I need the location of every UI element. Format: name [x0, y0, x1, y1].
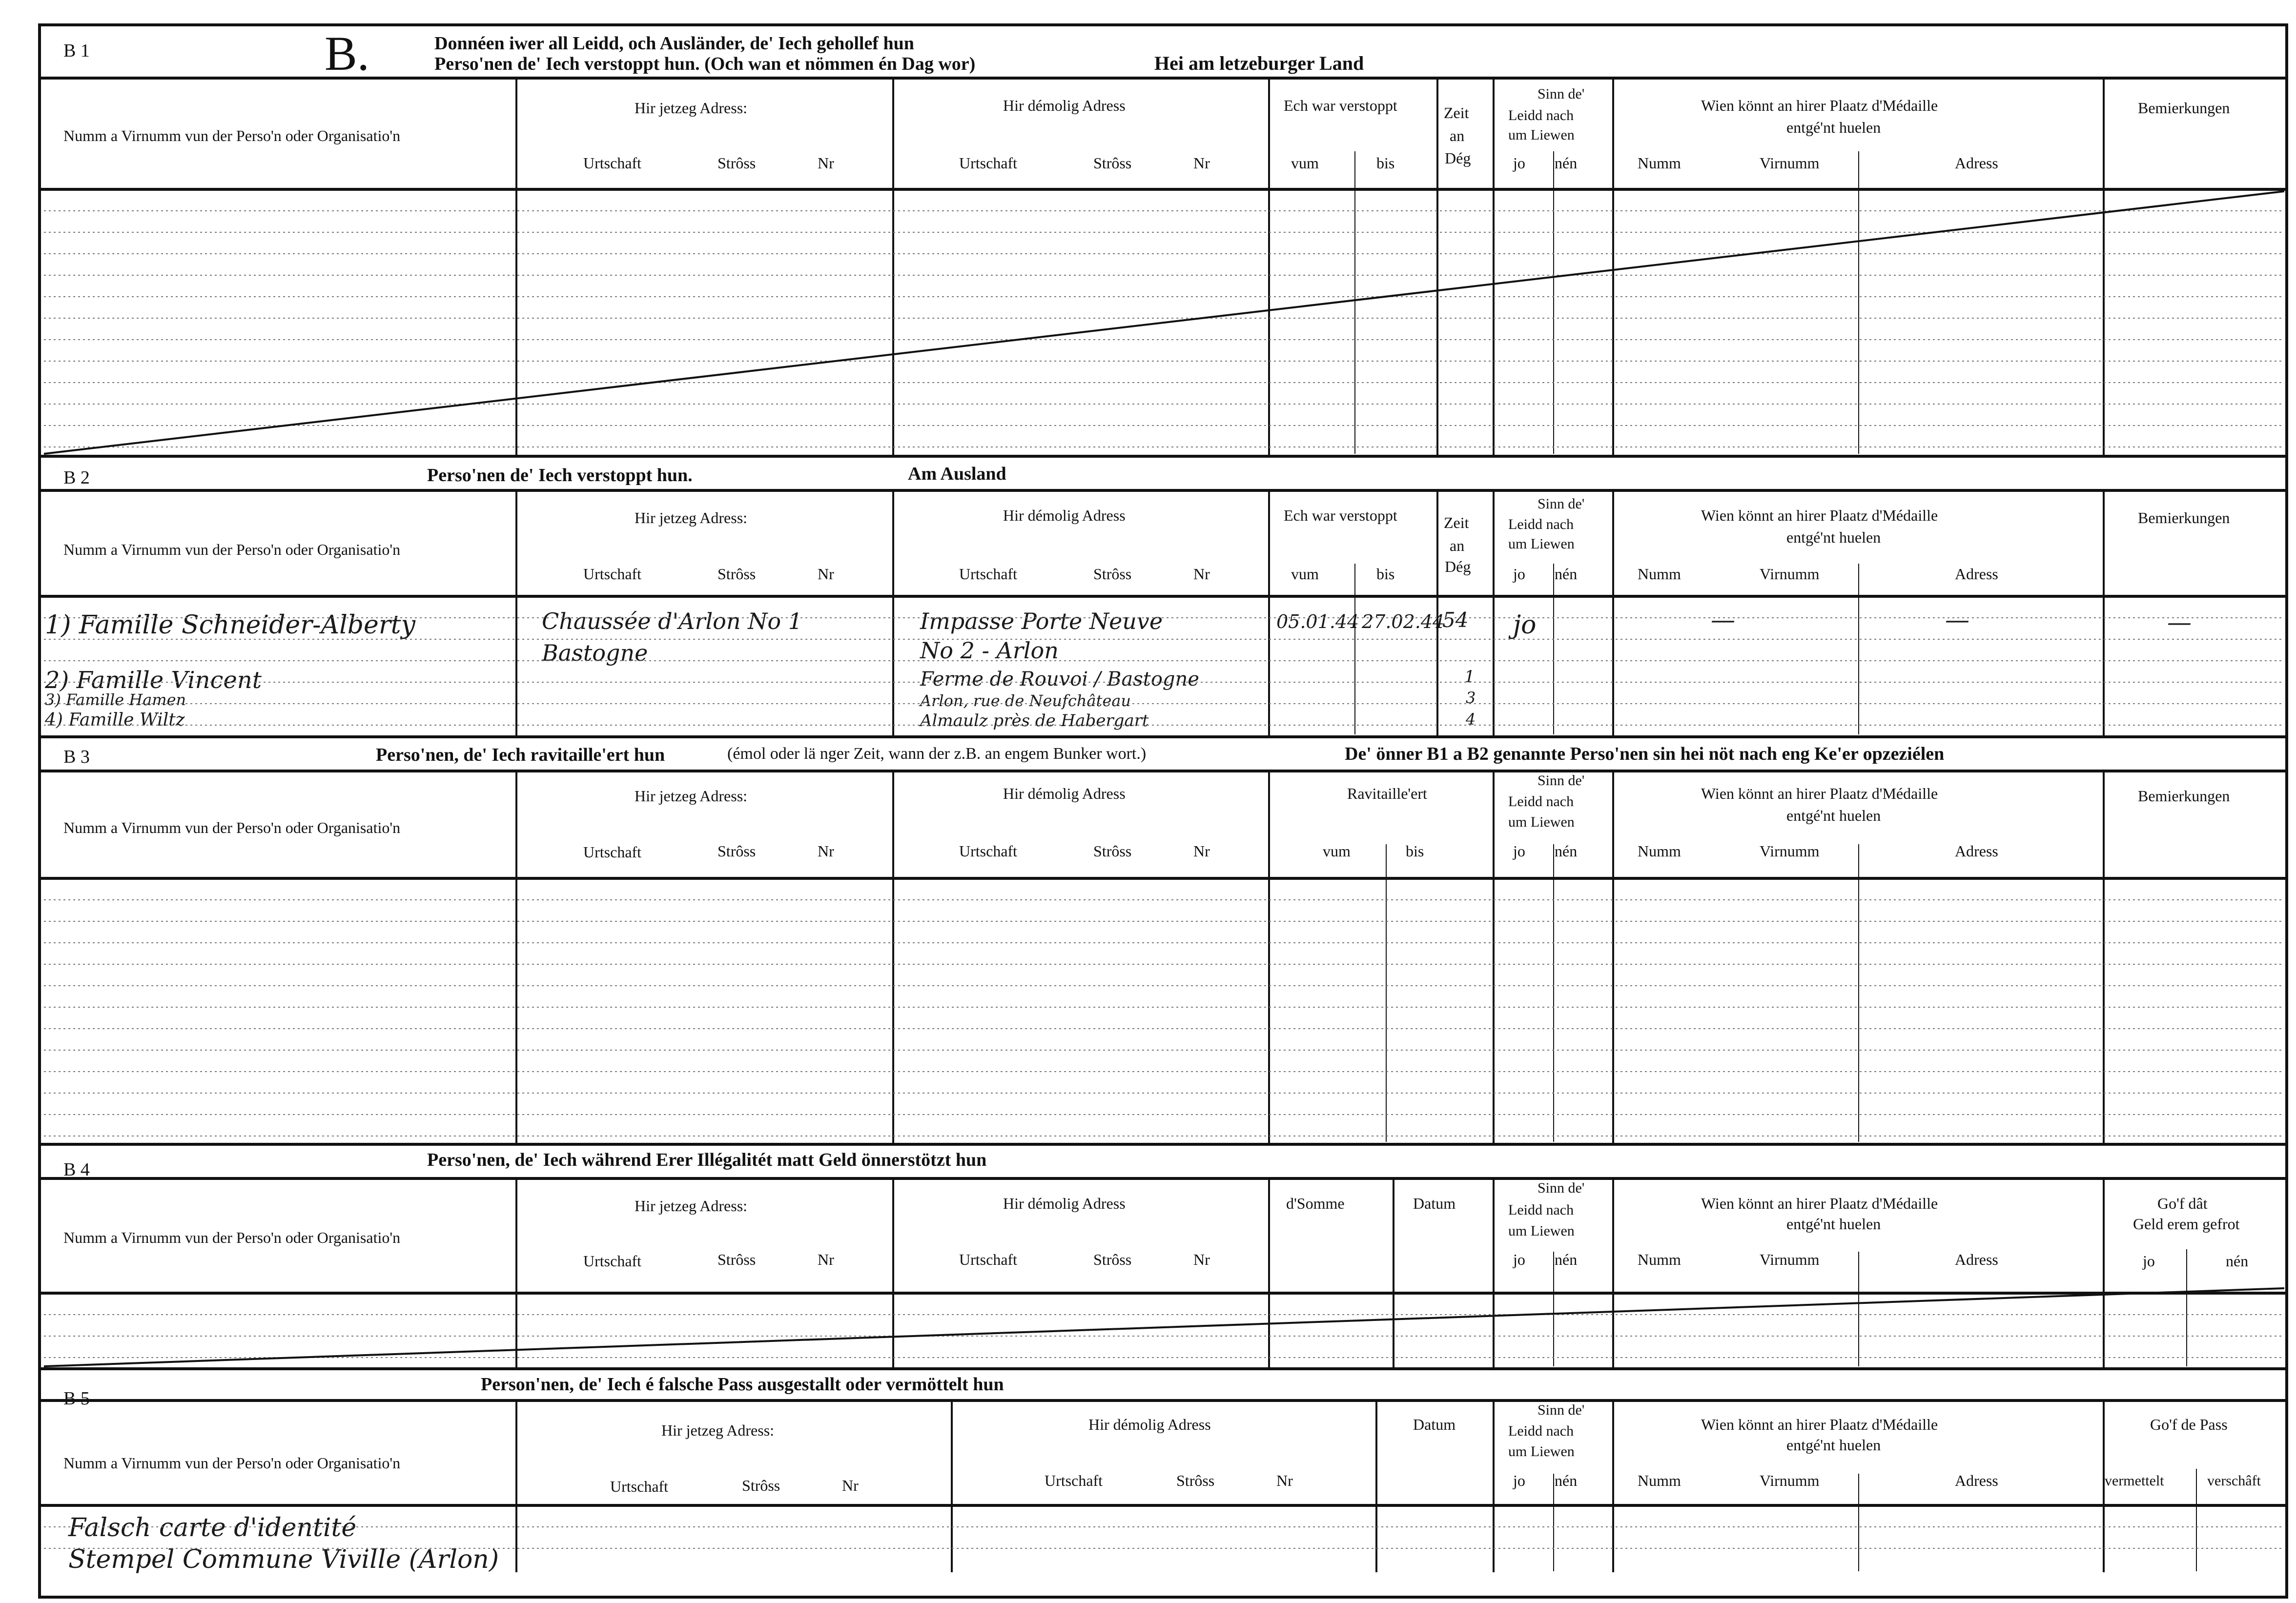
b2-from: vum — [1291, 565, 1319, 583]
b1-sinn-2: Leidd nach — [1508, 107, 1574, 123]
b4-strike-line — [44, 1288, 2284, 1366]
b2-entry-name: 1) Famille Schneider-Alberty — [45, 610, 415, 640]
b2-medal-1: Wien könnt an hirer Plaatz d'Médaille — [1701, 507, 1938, 524]
b4-date-header: Datum — [1413, 1195, 1456, 1212]
b1-jo: jo — [1513, 154, 1525, 172]
b5-numm: Numm — [1638, 1472, 1681, 1489]
b4-numm: Numm — [1638, 1251, 1681, 1268]
b5-date-header: Datum — [1413, 1416, 1456, 1433]
b1-current-address-header: Hir jetzeg Adress: — [635, 99, 748, 117]
b2-entry-former: Impasse Porte Neuve — [920, 608, 1163, 634]
b3-former-street: Strôss — [1093, 842, 1132, 860]
b3-current-address-header: Hir jetzeg Adress: — [635, 787, 748, 805]
b1-medal-2: entgé'nt huelen — [1786, 119, 1881, 136]
b4-town: Urtschaft — [583, 1252, 642, 1270]
b5-forged: verschâft — [2207, 1473, 2261, 1489]
b2-to: bis — [1376, 565, 1395, 583]
b3-jo: jo — [1513, 842, 1525, 860]
b2-jo: jo — [1513, 565, 1525, 583]
b3-numm: Numm — [1638, 842, 1681, 860]
b2-entry-current-2: Bastogne — [542, 640, 648, 666]
b2-days-3: Dég — [1445, 558, 1471, 575]
b2-entry-to: 27.02.44 — [1362, 611, 1445, 632]
b5-title: Person'nen, de' Iech é falsche Pass ausgestallt oder vermöttelt hun — [481, 1374, 1004, 1395]
b1-numm: Numm — [1638, 154, 1681, 172]
b3-name-header: Numm a Virnumm vun der Perso'n oder Organisatio'n — [63, 819, 401, 836]
b4-former-address-header: Hir démolig Adress — [1003, 1195, 1126, 1212]
b5-town: Urtschaft — [610, 1478, 669, 1495]
b1-title-line1: Donnéen iwer all Leidd, och Ausländer, de' Iech gehollef hun — [434, 33, 914, 54]
b5-virnumm: Virnumm — [1760, 1472, 1820, 1489]
b2-sinn-3: um Liewen — [1508, 536, 1575, 552]
b3-sinn-1: Sinn de' — [1538, 772, 1585, 789]
b1-days-2: an — [1450, 127, 1465, 144]
b4-sinn-3: um Liewen — [1508, 1223, 1575, 1239]
b4-former-street: Strôss — [1093, 1251, 1132, 1268]
b1-sinn-1: Sinn de' — [1538, 86, 1585, 102]
b3-nen: nén — [1555, 842, 1578, 860]
b1-medal-1: Wien könnt an hirer Plaatz d'Médaille — [1701, 97, 1938, 114]
b3-medal-2: entgé'nt huelen — [1786, 807, 1881, 824]
b2-former-address-header: Hir démolig Adress — [1003, 507, 1126, 524]
b5-sinn-1: Sinn de' — [1538, 1402, 1585, 1418]
b5-nen: nén — [1555, 1472, 1578, 1489]
b2-entry-3-former: Arlon, rue de Neufchâteau — [920, 691, 1131, 710]
b3-former-address-header: Hir démolig Adress — [1003, 785, 1126, 802]
b2-entry-3-name: 3) Famille Hamen — [45, 690, 186, 709]
b2-town: Urtschaft — [583, 565, 642, 583]
b1-virnumm: Virnumm — [1760, 154, 1820, 172]
b5-former-town: Urtschaft — [1045, 1472, 1103, 1489]
b4-virnumm: Virnumm — [1760, 1251, 1820, 1268]
b5-medal-2: entgé'nt huelen — [1786, 1436, 1881, 1454]
b4-former-town: Urtschaft — [959, 1251, 1018, 1268]
b3-title: Perso'nen, de' Iech ravitaille'ert hun — [376, 745, 665, 765]
b3-supplied-header: Ravitaille'ert — [1347, 785, 1427, 802]
b4-sinn-2: Leidd nach — [1508, 1202, 1574, 1218]
b4-sinn-1: Sinn de' — [1538, 1180, 1585, 1196]
b4-former-nr: Nr — [1193, 1251, 1210, 1268]
b2-entry-4-name: 4) Famille Wiltz — [45, 710, 185, 730]
b5-sinn-2: Leidd nach — [1508, 1423, 1574, 1439]
b4-current-address-header: Hir jetzeg Adress: — [635, 1197, 748, 1215]
b3-from: vum — [1323, 842, 1351, 860]
b4-nr: Nr — [818, 1251, 834, 1268]
b3-title-2: De' önner B1 a B2 genannte Perso'nen sin hei nöt nach eng Ke'er opzeziélen — [1345, 744, 1945, 764]
b2-entry-alive: jo — [1513, 610, 1537, 640]
b3-adress: Adress — [1955, 842, 1998, 860]
b3-nr: Nr — [818, 842, 834, 860]
b5-pass-header: Go'f de Pass — [2150, 1416, 2228, 1433]
b2-former-town: Urtschaft — [959, 565, 1018, 583]
b5-former-nr: Nr — [1276, 1472, 1293, 1489]
b2-former-nr: Nr — [1193, 565, 1210, 583]
b2-numm: Numm — [1638, 565, 1681, 583]
b4-title: Perso'nen, de' Iech während Erer Illégalitét matt Geld önnerstötzt hun — [427, 1150, 987, 1170]
b3-medal-1: Wien könnt an hirer Plaatz d'Médaille — [1701, 785, 1938, 802]
b5-mediated: vermettelt — [2105, 1473, 2164, 1489]
b5-name-header: Numm a Virnumm vun der Perso'n oder Organisatio'n — [63, 1454, 401, 1472]
b5-entry-1: Falsch carte d'identité — [68, 1513, 357, 1542]
b2-days-1: Zeit — [1444, 514, 1469, 531]
b2-entry-medal-name: — — [1711, 606, 1735, 634]
b2-entry-days: 54 — [1442, 608, 1469, 632]
b1-days-3: Dég — [1445, 149, 1471, 167]
form-letter: B. — [325, 26, 369, 81]
b2-entry-from: 05.01.44 — [1276, 611, 1359, 632]
b5-entry-2: Stempel Commune Viville (Arlon) — [68, 1545, 499, 1574]
b4-medal-2: entgé'nt huelen — [1786, 1215, 1881, 1233]
b3-sinn-3: um Liewen — [1508, 814, 1575, 830]
b1-former-street: Strôss — [1093, 154, 1132, 172]
b1-name-header: Numm a Virnumm vun der Perso'n oder Organisatio'n — [63, 127, 401, 144]
b2-entry-current: Chaussée d'Arlon No 1 — [542, 608, 802, 634]
b2-entry-2-name: 2) Famille Vincent — [45, 667, 262, 694]
b1-street: Strôss — [718, 154, 756, 172]
b1-remarks: Bemierkungen — [2138, 99, 2230, 117]
b4-jo: jo — [1513, 1251, 1525, 1268]
b2-sinn-2: Leidd nach — [1508, 516, 1574, 532]
b5-current-address-header: Hir jetzeg Adress: — [661, 1421, 775, 1439]
b4-adress: Adress — [1955, 1251, 1998, 1268]
b1-former-address-header: Hir démolig Adress — [1003, 97, 1126, 114]
b2-street: Strôss — [718, 565, 756, 583]
b3-town: Urtschaft — [583, 843, 642, 861]
b3-to: bis — [1406, 842, 1424, 860]
b2-entry-medal-address: — — [1945, 606, 1969, 634]
b4-money-1: Go'f dât — [2157, 1195, 2208, 1212]
b2-former-street: Strôss — [1093, 565, 1132, 583]
b1-title-line3: Hei am letzeburger Land — [1154, 52, 1364, 74]
b4-name-header: Numm a Virnumm vun der Perso'n oder Organisatio'n — [63, 1229, 401, 1246]
b2-entry-former-2: No 2 - Arlon — [920, 637, 1059, 664]
b1-code: B 1 — [63, 41, 90, 61]
b2-days-2: an — [1450, 537, 1465, 554]
b1-former-nr: Nr — [1193, 154, 1210, 172]
b2-adress: Adress — [1955, 565, 1998, 583]
b2-entry-4-days: 4 — [1466, 710, 1476, 729]
b1-from: vum — [1291, 154, 1319, 172]
b1-nen: nén — [1555, 154, 1578, 172]
b4-street: Strôss — [718, 1251, 756, 1268]
b1-sinn-3: um Liewen — [1508, 127, 1575, 143]
b1-former-town: Urtschaft — [959, 154, 1018, 172]
b3-virnumm: Virnumm — [1760, 842, 1820, 860]
b2-current-address-header: Hir jetzeg Adress: — [635, 509, 748, 527]
b5-code: B 5 — [63, 1388, 90, 1409]
b5-nr: Nr — [842, 1477, 859, 1494]
b5-former-address-header: Hir démolig Adress — [1088, 1416, 1211, 1433]
b4-nen: nén — [1555, 1251, 1578, 1268]
b2-title-2: Am Ausland — [908, 464, 1006, 484]
b4-sum-header: d'Somme — [1286, 1195, 1345, 1212]
b2-name-header: Numm a Virnumm vun der Perso'n oder Organisatio'n — [63, 541, 401, 558]
b2-title: Perso'nen de' Iech verstoppt hun. — [427, 465, 693, 486]
b5-former-street: Strôss — [1176, 1472, 1215, 1489]
b1-days-1: Zeit — [1444, 104, 1469, 122]
b3-former-nr: Nr — [1193, 842, 1210, 860]
b3-sinn-2: Leidd nach — [1508, 793, 1574, 810]
b2-nen: nén — [1555, 565, 1578, 583]
b4-money-jo: jo — [2143, 1252, 2155, 1270]
b4-medal-1: Wien könnt an hirer Plaatz d'Médaille — [1701, 1195, 1938, 1212]
b1-adress: Adress — [1955, 154, 1998, 172]
b2-entry-remarks: — — [2167, 608, 2192, 636]
b4-code: B 4 — [63, 1159, 90, 1180]
b2-remarks: Bemierkungen — [2138, 509, 2230, 527]
b2-nr: Nr — [818, 565, 834, 583]
b1-nr: Nr — [818, 154, 834, 172]
b3-street: Strôss — [718, 842, 756, 860]
b4-money-nen: nén — [2226, 1252, 2249, 1270]
b3-title-note: (émol oder lä nger Zeit, wann der z.B. an engem Bunker wort.) — [727, 745, 1147, 763]
b5-jo: jo — [1513, 1472, 1525, 1489]
b2-hidden-header: Ech war verstoppt — [1284, 507, 1397, 524]
b2-sinn-1: Sinn de' — [1538, 496, 1585, 512]
b4-money-2: Geld erem gefrot — [2133, 1215, 2240, 1233]
b2-entry-4-former: Almaulz près de Habergart — [920, 711, 1149, 730]
b3-code: B 3 — [63, 747, 90, 767]
b2-entry-3-days: 3 — [1466, 689, 1476, 707]
b2-entry-2-former: Ferme de Rouvoi / Bastogne — [920, 668, 1199, 690]
b5-sinn-3: um Liewen — [1508, 1443, 1575, 1460]
b2-entry-2-days: 1 — [1464, 667, 1475, 687]
b2-medal-2: entgé'nt huelen — [1786, 528, 1881, 546]
b1-to: bis — [1376, 154, 1395, 172]
b3-remarks: Bemierkungen — [2138, 787, 2230, 805]
b5-adress: Adress — [1955, 1472, 1998, 1489]
b5-street: Strôss — [742, 1477, 780, 1494]
b2-virnumm: Virnumm — [1760, 565, 1820, 583]
b1-town: Urtschaft — [583, 154, 642, 172]
b1-strike-line — [44, 191, 2284, 454]
b5-medal-1: Wien könnt an hirer Plaatz d'Médaille — [1701, 1416, 1938, 1433]
b2-code: B 2 — [63, 467, 90, 488]
b3-former-town: Urtschaft — [959, 842, 1018, 860]
b1-title-line2: Perso'nen de' Iech verstoppt hun. (Och wan et nömmen én Dag wor) — [434, 54, 976, 74]
b1-hidden-header: Ech war verstoppt — [1284, 97, 1397, 114]
